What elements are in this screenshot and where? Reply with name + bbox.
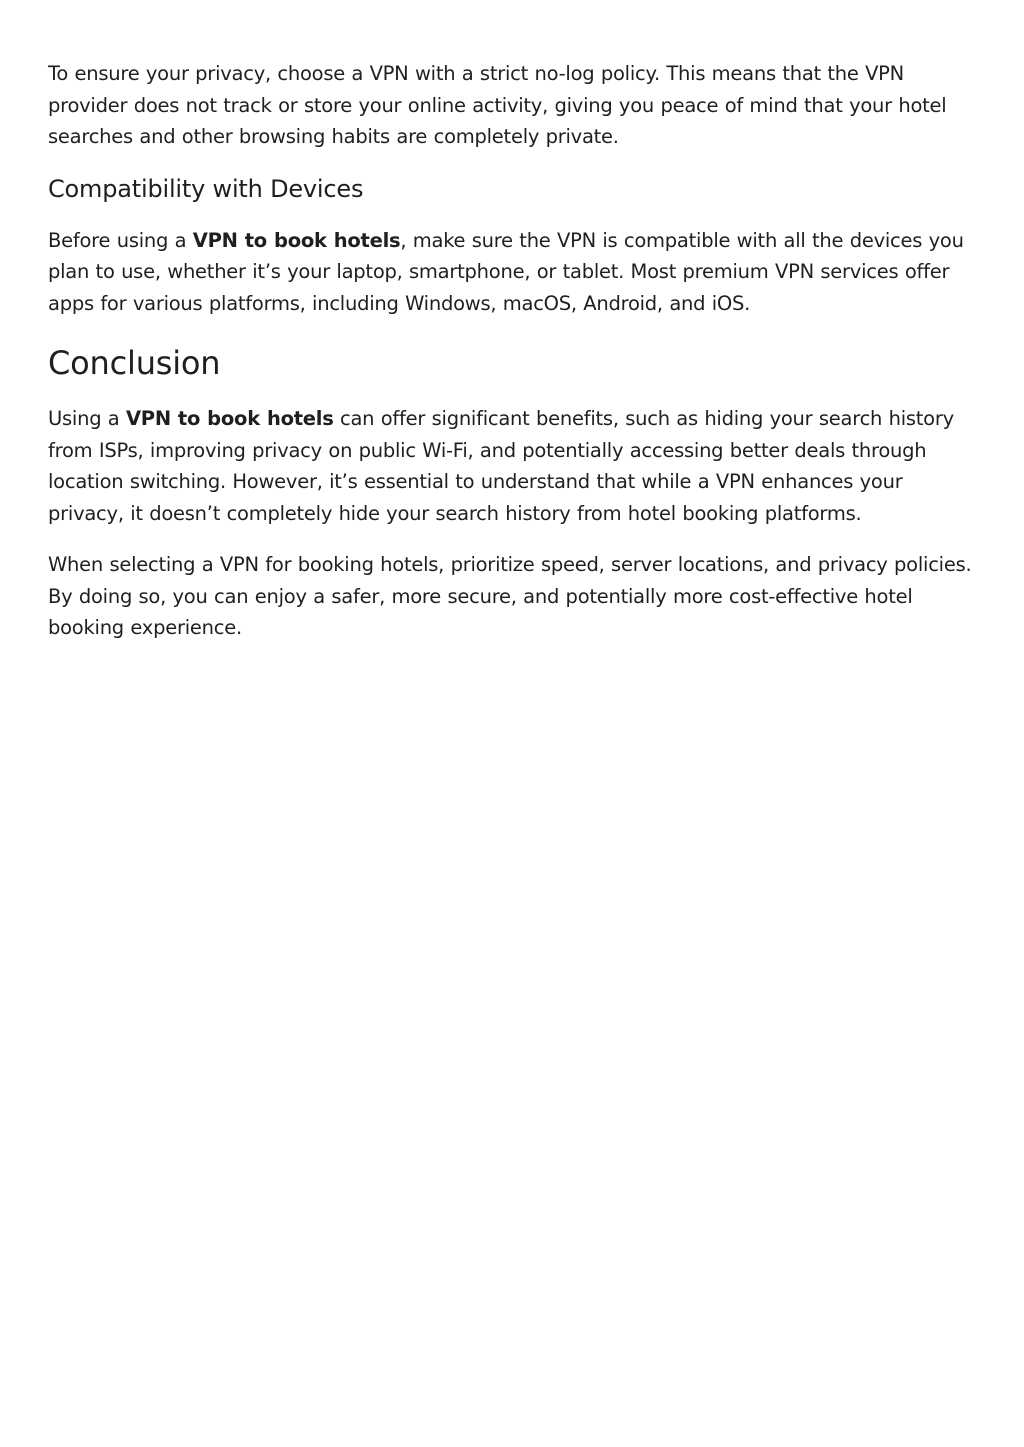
compatibility-bold-keyword: VPN to book hotels [192,228,401,252]
compatibility-text-after: , make sure the VPN is compatible with all the devices you plan to use, whether it’s your laptop, smartphone, or tablet. Most premium VPN services offer apps for various platforms, including Windows, macOS, Android, and iOS. [48,228,964,315]
compatibility-heading: Compatibility with Devices [48,174,364,203]
conclusion-text-after: can offer significant benefits, such as hiding your search history from ISPs, improving privacy on public Wi-Fi, and potentially accessing better deals through location switching. However, it’s essential to understand that while a VPN enhances your privacy, it doesn’t completely hide your search history from hotel booking platforms. [48,407,954,525]
conclusion-paragraph-2: When selecting a VPN for booking hotels, prioritize speed, server locations, and privacy policies. By doing so, you can enjoy a safer, more secure, and potentially more cost-effective hotel booking experience. [48,553,972,639]
conclusion-bold-keyword: VPN to book hotels [125,407,334,430]
compatibility-paragraph [48,225,976,320]
conclusion-paragraph-1 [48,403,976,529]
compatibility-text-before: Before using a [48,228,193,252]
conclusion-heading: Conclusion [48,344,221,382]
conclusion-text-before: Using a [48,407,126,430]
privacy-paragraph: To ensure your privacy, choose a VPN with a strict no-log policy. This means that the VPN provider does not track or store your online activity, giving you peace of mind that your hotel searches and other browsing habits are completely private. [48,62,947,148]
